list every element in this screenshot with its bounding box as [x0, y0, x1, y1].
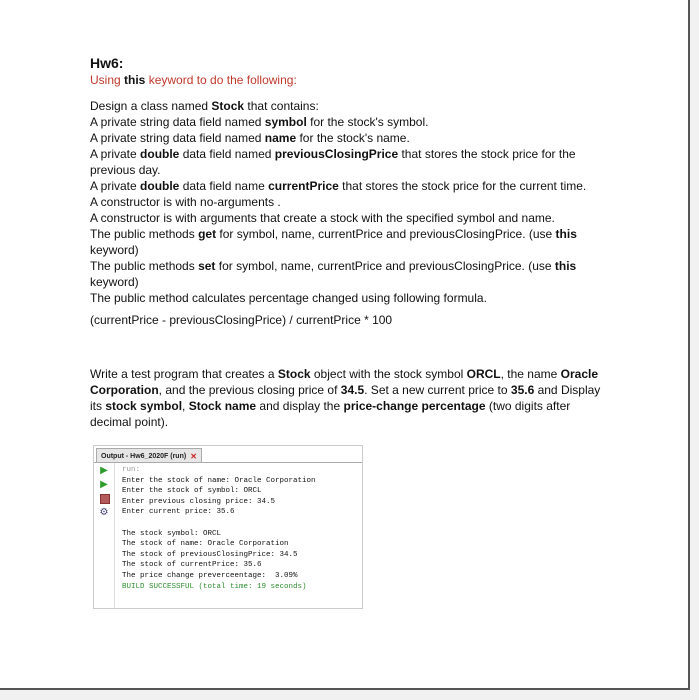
rerun-icon[interactable]: ▶: [100, 479, 108, 490]
console-line: The stock of previousClosingPrice: 34.5: [122, 550, 298, 559]
console-line: Enter the stock of symbol: ORCL: [122, 487, 262, 496]
console-line: BUILD SUCCESSFUL (total time: 19 seconds): [122, 582, 307, 591]
console-blank: [122, 518, 316, 529]
output-toolbar: [94, 463, 115, 608]
requirement-line: The public methods get for symbol, name, currentPrice and previousClosingPrice. (use this keyword): [90, 227, 577, 257]
console-output: [122, 465, 316, 592]
requirement-line: The public methods set for symbol, name, currentPrice and previousClosingPrice. (use this keyword): [90, 259, 577, 289]
tab-output[interactable]: [96, 448, 202, 463]
page-title: Hw6:: [90, 55, 124, 71]
console-line: The stock symbol: ORCL: [122, 529, 222, 538]
console-line: The stock of name: Oracle Corporation: [122, 540, 289, 549]
run-icon[interactable]: ▶: [100, 465, 108, 476]
close-icon[interactable]: ✕: [190, 452, 197, 461]
console-line: Enter previous closing price: 34.5: [122, 497, 276, 506]
requirement-line: The public method calculates percentage changed using following formula.: [90, 291, 487, 305]
test-program-block: Write a test program that creates a Stock object with the stock symbol ORCL, the name Oracle Corporation, and the previous closing price of 34.5. Set a new current price to 35.6 and Display its stock symbol, Stock name and display the price-change percentage (two digits after decimal point).: [90, 367, 601, 429]
assignment-subtitle: Using this keyword to do the following:: [90, 73, 297, 87]
console-line: The stock of currentPrice: 35.6: [122, 561, 262, 570]
panel-divider: [94, 462, 362, 463]
requirement-line: A constructor is with no-arguments .: [90, 195, 281, 209]
output-panel: [93, 445, 363, 609]
requirement-line: A private string data field named symbol for the stock's symbol.: [90, 115, 429, 129]
formula-line: (currentPrice - previousClosingPrice) / currentPrice * 100: [90, 313, 393, 327]
requirement-line: A constructor is with arguments that create a stock with the specified symbol and name.: [90, 211, 555, 225]
stop-icon[interactable]: [100, 494, 110, 504]
requirement-line: Design a class named Stock that contains:: [90, 99, 319, 113]
requirement-line: A private string data field named name for the stock's name.: [90, 131, 410, 145]
settings-icon[interactable]: ⚙: [99, 507, 109, 518]
console-line: Enter the stock of name: Oracle Corporation: [122, 476, 316, 485]
tab-label: Output - Hw6_2020F (run): [101, 453, 187, 460]
console-line: Enter current price: 35.6: [122, 508, 235, 517]
requirement-line: A private double data field named previousClosingPrice that stores the stock price for the previous day.: [90, 147, 576, 177]
console-line: The price change preverceentage: 3.09%: [122, 571, 298, 580]
console-line: run:: [122, 466, 141, 474]
requirement-line: A private double data field name currentPrice that stores the stock price for the current time.: [90, 179, 587, 193]
requirements-block: [90, 98, 610, 328]
